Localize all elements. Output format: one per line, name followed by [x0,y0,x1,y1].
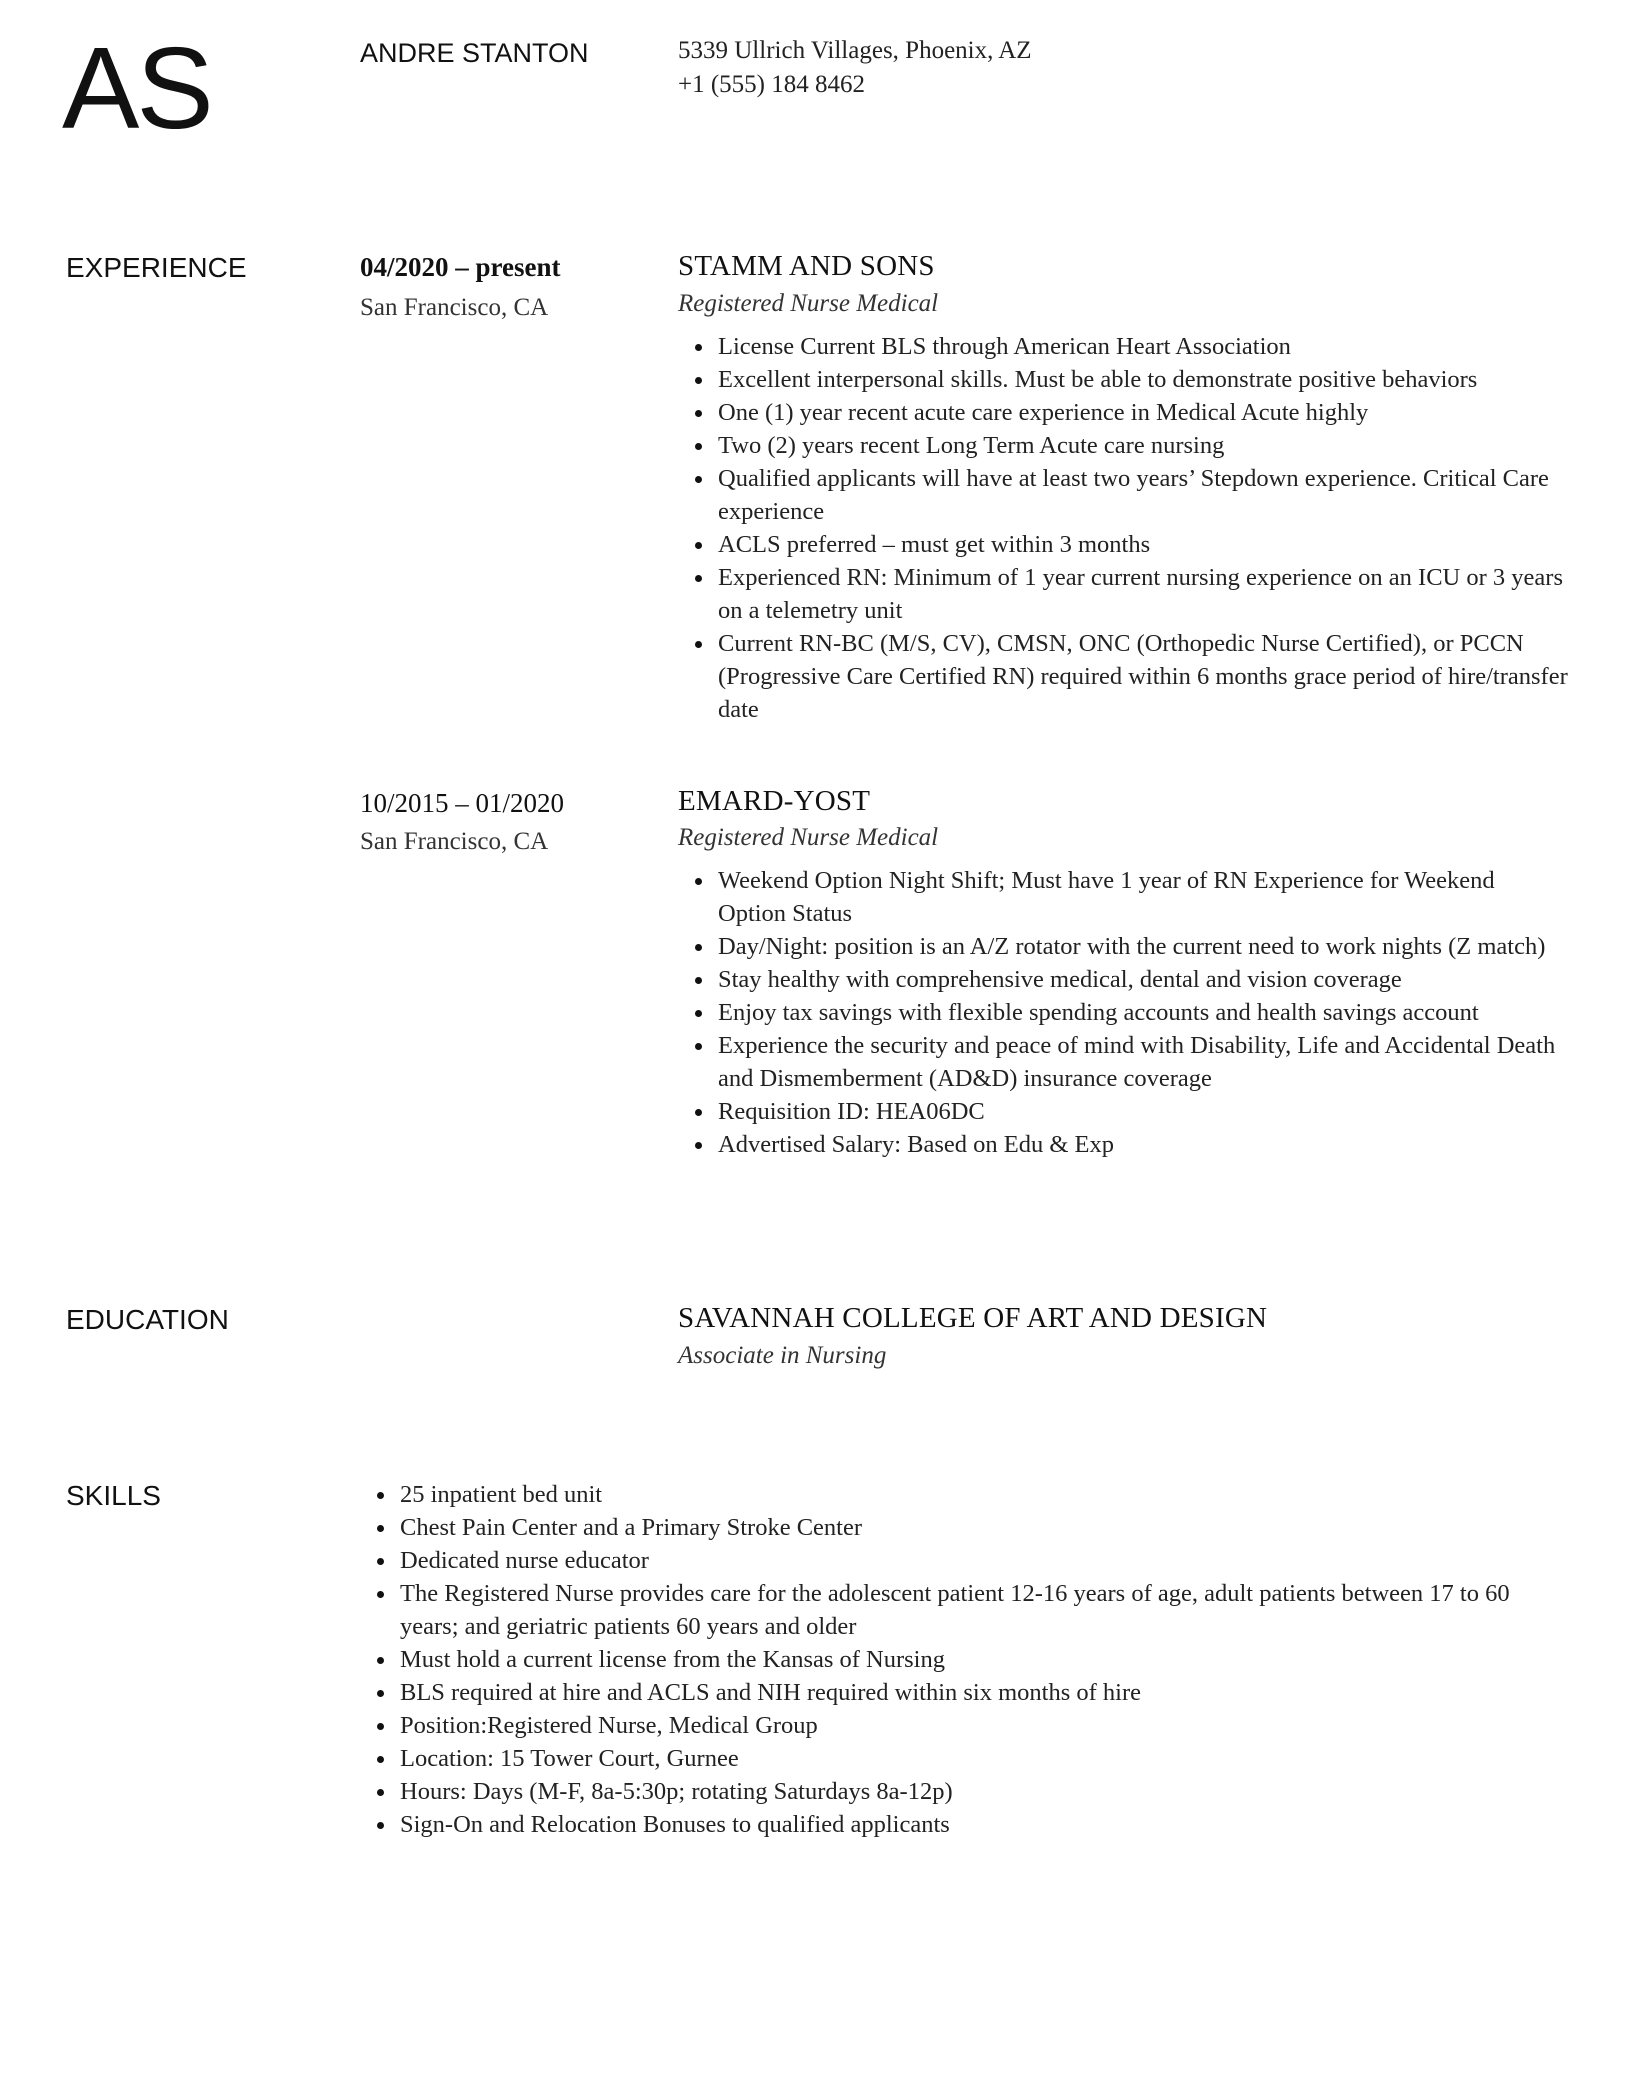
list-item: Experienced RN: Minimum of 1 year current nursing experience on an ICU or 3 years on a telemetry unit [678,561,1568,627]
address: 5339 Ullrich Villages, Phoenix, AZ [678,37,1032,64]
contact-info [678,34,1032,102]
employer-name: EMARD-YOST [678,785,871,817]
degree: Associate in Nursing [678,1342,887,1369]
list-item: Hours: Days (M-F, 8a-5:30p; rotating Saturdays 8a-12p) [360,1775,1570,1808]
job-location: San Francisco, CA [360,294,549,321]
job-dates: 04/2020 – present [360,252,561,282]
section-title-education: EDUCATION [66,1304,229,1335]
list-item: ACLS preferred – must get within 3 months [678,528,1568,561]
job-duties-list [678,864,1568,1161]
phone: +1 (555) 184 8462 [678,71,865,98]
list-item: Experience the security and peace of mind with Disability, Life and Accidental Death and Dismemberment (AD&D) insurance coverage [678,1029,1568,1095]
school-name: SAVANNAH COLLEGE OF ART AND DESIGN [678,1302,1268,1334]
list-item: Enjoy tax savings with flexible spending accounts and health savings account [678,996,1568,1029]
skills-list [360,1478,1570,1841]
list-item: Advertised Salary: Based on Edu & Exp [678,1128,1568,1161]
list-item: Dedicated nurse educator [360,1544,1570,1577]
list-item: Position:Registered Nurse, Medical Group [360,1709,1570,1742]
list-item: Two (2) years recent Long Term Acute care nursing [678,429,1568,462]
list-item: The Registered Nurse provides care for the adolescent patient 12-16 years of age, adult patients between 17 to 60 years; and geriatric patients 60 years and older [360,1577,1570,1643]
list-item: Current RN-BC (M/S, CV), CMSN, ONC (Orthopedic Nurse Certified), or PCCN (Progressive Care Certified RN) required within 6 months grace period of hire/transfer date [678,627,1568,726]
job-role: Registered Nurse Medical [678,290,939,317]
list-item: 25 inpatient bed unit [360,1478,1570,1511]
job-dates: 10/2015 – 01/2020 [360,788,565,818]
list-item: Location: 15 Tower Court, Gurnee [360,1742,1570,1775]
job-role: Registered Nurse Medical [678,824,939,851]
list-item: Excellent interpersonal skills. Must be able to demonstrate positive behaviors [678,363,1568,396]
list-item: Must hold a current license from the Kansas of Nursing [360,1643,1570,1676]
job-duties-list [678,330,1568,726]
list-item: Weekend Option Night Shift; Must have 1 year of RN Experience for Weekend Option Status [678,864,1568,930]
monogram: AS [62,23,211,153]
list-item: Requisition ID: HEA06DC [678,1095,1568,1128]
section-title-skills: SKILLS [66,1480,161,1511]
candidate-name: ANDRE STANTON [360,38,589,68]
list-item: Stay healthy with comprehensive medical, dental and vision coverage [678,963,1568,996]
list-item: Day/Night: position is an A/Z rotator with the current need to work nights (Z match) [678,930,1568,963]
employer-name: STAMM AND SONS [678,250,935,282]
list-item: Qualified applicants will have at least two years’ Stepdown experience. Critical Care experience [678,462,1568,528]
list-item: License Current BLS through American Heart Association [678,330,1568,363]
list-item: One (1) year recent acute care experience in Medical Acute highly [678,396,1568,429]
list-item: Chest Pain Center and a Primary Stroke Center [360,1511,1570,1544]
section-title-experience: EXPERIENCE [66,252,247,283]
list-item: BLS required at hire and ACLS and NIH required within six months of hire [360,1676,1570,1709]
job-location: San Francisco, CA [360,828,549,855]
list-item: Sign-On and Relocation Bonuses to qualified applicants [360,1808,1570,1841]
